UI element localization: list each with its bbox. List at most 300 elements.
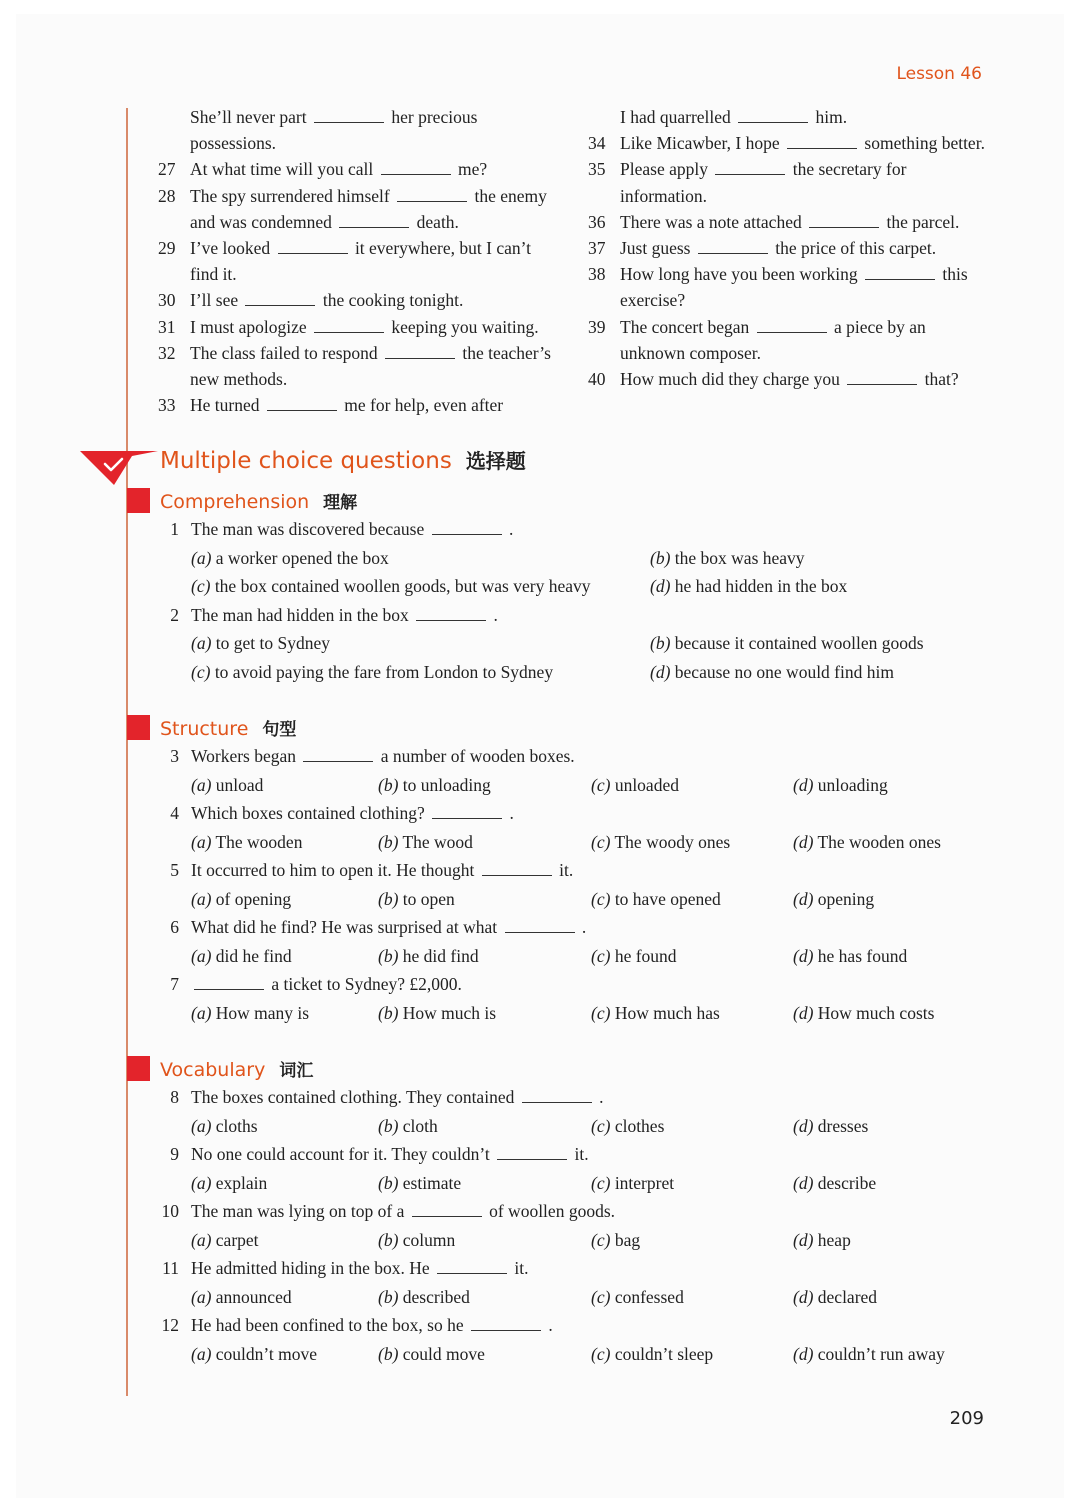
option-b: [378, 942, 479, 971]
option-letter: (c): [191, 661, 211, 682]
option-d: [793, 1340, 945, 1369]
answer-blank: [303, 747, 373, 762]
option-c: [591, 1226, 640, 1255]
question: [160, 1140, 1020, 1169]
option-text: to get to Sydney: [211, 633, 331, 654]
option-letter: (a): [191, 633, 212, 654]
exercise-item: [588, 104, 988, 130]
sentence-text: a number of wooden boxes.: [376, 746, 575, 766]
answer-blank: [497, 1145, 567, 1160]
answer-blank: [432, 520, 502, 535]
option-text: bag: [610, 1229, 641, 1250]
sentence-text: No one could account for it. They couldn’t: [191, 1144, 495, 1164]
option-text: unloading: [813, 774, 888, 795]
exercise-item: [158, 392, 558, 418]
item-number: 36: [588, 211, 606, 232]
answer-blank: [194, 975, 264, 990]
option-a: [191, 1340, 317, 1369]
item-number: 29: [158, 238, 176, 259]
answer-blank: [715, 160, 785, 175]
mcq-title: [160, 445, 526, 474]
option-letter: (d): [793, 774, 814, 795]
question-number: 5: [170, 860, 179, 880]
question-number: 1: [170, 519, 179, 539]
exercise-item: [158, 287, 558, 313]
item-number: 38: [588, 264, 606, 285]
option-text: of opening: [211, 888, 292, 909]
option-b: [378, 771, 491, 800]
sentence-text: him.: [811, 107, 848, 127]
question-number: 11: [162, 1258, 179, 1278]
option-letter: (d): [793, 831, 814, 852]
sentence-text: it.: [570, 1144, 589, 1164]
section-title-cn: 词汇: [279, 1061, 314, 1081]
section-marker: [127, 488, 150, 513]
option-d: [793, 771, 888, 800]
option-text: column: [398, 1229, 456, 1250]
option-c: [591, 828, 730, 857]
sentence-text: keeping you waiting.: [387, 316, 539, 337]
checkmark-banner-icon: [80, 448, 160, 488]
option-letter: (a): [191, 547, 212, 568]
option-b: [650, 544, 805, 573]
option-letter: (b): [378, 1343, 399, 1364]
option-d: [650, 572, 847, 601]
section-marker: [127, 715, 150, 740]
question: [160, 601, 1020, 630]
question: [160, 742, 1020, 771]
option-text: cloths: [211, 1115, 258, 1136]
item-number: 33: [158, 395, 176, 416]
option-text: How many is: [211, 1002, 310, 1023]
option-c: [591, 1340, 713, 1369]
option-b: [378, 1340, 485, 1369]
mcq-title-cn: 选择题: [465, 449, 526, 473]
option-b: [378, 1169, 461, 1198]
sentence-text: The class failed to respond: [190, 342, 382, 363]
sentence-text: It occurred to him to open it. He thought: [191, 860, 479, 880]
section-title-text: Comprehension: [160, 491, 310, 513]
option-d: [793, 828, 941, 857]
exercise-item: [158, 235, 558, 287]
sentence-text: her precious possessions.: [190, 107, 478, 154]
option-b: [378, 999, 496, 1028]
sentence-text: that?: [920, 369, 959, 390]
option-letter: (d): [793, 1286, 814, 1307]
sentence-text: Please apply: [620, 159, 713, 180]
sentence-text: Just guess: [620, 238, 695, 259]
option-letter: (c): [591, 1172, 611, 1193]
option-a: [191, 828, 302, 857]
option-text: a worker opened the box: [211, 547, 389, 568]
options-row: [160, 942, 1020, 971]
options-row: [160, 1283, 1020, 1312]
option-b: [378, 828, 473, 857]
option-letter: (d): [793, 1229, 814, 1250]
answer-blank: [809, 213, 879, 228]
option-c: [191, 658, 553, 687]
sentence-text: Which boxes contained clothing?: [191, 803, 430, 823]
question-number: 3: [170, 746, 179, 766]
option-d: [793, 999, 934, 1028]
sentence-text: The concert began: [620, 316, 754, 337]
item-number: 27: [158, 159, 176, 180]
option-letter: (c): [591, 1229, 611, 1250]
sentence-text: .: [594, 1087, 604, 1107]
sentence-text: I’ve looked: [190, 238, 275, 259]
sentence-text: What did he find? He was surprised at what: [191, 917, 502, 937]
exercise-item: [588, 156, 988, 208]
answer-blank: [437, 1259, 507, 1274]
answer-blank: [278, 239, 348, 254]
section-title: [160, 1056, 313, 1081]
sentence-text: .: [544, 1315, 553, 1335]
lesson-label: Lesson 46: [896, 64, 982, 84]
section-title-cn: 理解: [323, 493, 358, 513]
answer-blank: [865, 265, 935, 280]
item-number: 39: [588, 316, 606, 337]
sentence-text: .: [489, 604, 498, 625]
options-row: [160, 572, 1020, 601]
fill-in-left-column: [158, 104, 558, 418]
answer-blank: [339, 213, 409, 228]
option-letter: (b): [378, 774, 399, 795]
sentence-text: The spy surrendered himself: [190, 185, 395, 206]
exercise-item: [588, 314, 988, 366]
sentence-text: it.: [510, 1258, 529, 1278]
option-letter: (a): [191, 1343, 212, 1364]
exercise-item: [158, 156, 558, 182]
option-text: How much costs: [813, 1002, 935, 1023]
option-text: describe: [813, 1172, 877, 1193]
option-b: [378, 1112, 438, 1141]
option-text: the box contained woollen goods, but was very heavy: [210, 576, 591, 597]
option-d: [793, 1112, 868, 1141]
sentence-text: The boxes contained clothing. They contained: [191, 1087, 519, 1107]
question: [160, 970, 1020, 999]
sentence-text: He had been confined to the box, so he: [191, 1315, 469, 1335]
sentence-text: the price of this carpet.: [770, 238, 937, 259]
option-text: explain: [211, 1172, 268, 1193]
option-letter: (b): [378, 831, 399, 852]
options-row: [160, 658, 1020, 687]
option-text: to unloading: [398, 774, 491, 795]
margin-rule: [126, 108, 128, 1396]
sentence-text: the parcel.: [882, 211, 960, 232]
question: [160, 913, 1020, 942]
option-letter: (d): [793, 945, 814, 966]
item-number: 28: [158, 185, 176, 206]
option-c: [591, 1169, 674, 1198]
option-d: [793, 1226, 851, 1255]
option-letter: (c): [591, 888, 611, 909]
options-row: [160, 771, 1020, 800]
sentence-text: it.: [554, 860, 574, 880]
fill-in-right-column: [588, 104, 988, 392]
option-letter: (c): [591, 1343, 611, 1364]
answer-blank: [416, 606, 486, 621]
options-row: [160, 1112, 1020, 1141]
option-letter: (a): [191, 1002, 212, 1023]
question-number: 8: [170, 1087, 179, 1107]
option-text: described: [398, 1286, 470, 1307]
option-b: [378, 1283, 470, 1312]
option-letter: (c): [191, 576, 211, 597]
option-c: [591, 771, 679, 800]
question-number: 9: [170, 1144, 179, 1164]
answer-blank: [385, 344, 455, 359]
answer-blank: [505, 918, 575, 933]
exercise-item: [588, 261, 988, 313]
option-a: [191, 999, 309, 1028]
answer-blank: [482, 861, 552, 876]
exercise-item: [158, 314, 558, 340]
option-text: opening: [813, 888, 875, 909]
sentence-text: Like Micawber, I hope: [620, 133, 785, 154]
option-a: [191, 629, 330, 658]
option-letter: (d): [793, 1343, 814, 1364]
option-text: heap: [813, 1229, 851, 1250]
sentence-text: How long have you been working: [620, 264, 863, 285]
sentence-text: me?: [453, 159, 488, 180]
sentence-text: it everywhere, but I can’t find it.: [190, 238, 531, 285]
sentence-text: the teacher’s new methods.: [190, 342, 551, 390]
option-text: could move: [398, 1343, 485, 1364]
question-number: 2: [170, 604, 179, 625]
exercise-item: [588, 366, 988, 392]
sentence-text: .: [577, 917, 587, 937]
option-text: he had hidden in the box: [670, 576, 848, 597]
option-text: The wood: [398, 831, 473, 852]
answer-blank: [757, 318, 827, 333]
option-letter: (a): [191, 888, 212, 909]
option-a: [191, 942, 292, 971]
options-row: [160, 544, 1020, 573]
sentence-text: The man had hidden in the box: [191, 604, 414, 625]
option-letter: (d): [793, 1002, 814, 1023]
option-letter: (d): [793, 888, 814, 909]
answer-blank: [314, 318, 384, 333]
question-number: 12: [161, 1315, 179, 1335]
section-title: [160, 488, 357, 513]
sentence-text: She’ll never part: [190, 107, 311, 127]
sentence-text: a ticket to Sydney? £2,000.: [267, 974, 462, 994]
item-number: 40: [588, 369, 606, 390]
option-text: unload: [211, 774, 264, 795]
option-letter: (c): [591, 1115, 611, 1136]
option-b: [650, 629, 924, 658]
question-number: 6: [170, 917, 179, 937]
section-title: [160, 715, 296, 740]
option-text: because no one would find him: [670, 661, 894, 682]
sentence-text: There was a note attached: [620, 211, 807, 232]
option-text: to open: [398, 888, 455, 909]
sentence-text: At what time will you call: [190, 159, 378, 180]
question-number: 7: [170, 974, 179, 994]
option-d: [650, 658, 894, 687]
option-text: did he find: [211, 945, 292, 966]
option-d: [793, 1169, 876, 1198]
item-number: 32: [158, 342, 176, 363]
sentence-text: this exercise?: [620, 264, 968, 311]
comprehension-questions: [160, 515, 1020, 687]
option-letter: (a): [191, 831, 212, 852]
option-c: [591, 1283, 684, 1312]
sentence-text: Workers began: [191, 746, 301, 766]
option-text: to avoid paying the fare from London to Sydney: [210, 661, 554, 682]
item-number: 35: [588, 159, 606, 180]
answer-blank: [397, 187, 467, 202]
question-number: 4: [170, 803, 179, 823]
answer-blank: [471, 1316, 541, 1331]
sentence-text: a piece by an unknown composer.: [620, 316, 926, 363]
question: [160, 1197, 1020, 1226]
answer-blank: [787, 134, 857, 149]
option-d: [793, 1283, 877, 1312]
option-text: carpet: [211, 1229, 259, 1250]
options-row: [160, 828, 1020, 857]
option-text: The wooden: [211, 831, 303, 852]
option-letter: (b): [650, 633, 671, 654]
option-letter: (b): [378, 888, 399, 909]
option-text: The wooden ones: [813, 831, 941, 852]
sentence-text: I must apologize: [190, 316, 312, 337]
sentence-text: something better.: [860, 133, 985, 154]
option-letter: (c): [591, 774, 611, 795]
answer-blank: [432, 804, 502, 819]
option-text: the box was heavy: [670, 547, 805, 568]
exercise-item: [588, 209, 988, 235]
exercise-item: [158, 340, 558, 392]
answer-blank: [738, 108, 808, 123]
answer-blank: [522, 1088, 592, 1103]
option-c: [591, 942, 677, 971]
options-row: [160, 629, 1020, 658]
option-letter: (b): [378, 1172, 399, 1193]
option-d: [793, 885, 874, 914]
item-number: 34: [588, 133, 606, 154]
question: [160, 799, 1020, 828]
sentence-text: I’ll see: [190, 290, 243, 311]
sentence-text: How much did they charge you: [620, 369, 845, 390]
option-a: [191, 1112, 258, 1141]
option-letter: (a): [191, 1172, 212, 1193]
answer-blank: [412, 1202, 482, 1217]
vocabulary-questions: [160, 1083, 1020, 1368]
item-number: 31: [158, 316, 176, 337]
option-text: he did find: [398, 945, 479, 966]
question: [160, 1254, 1020, 1283]
option-b: [378, 885, 455, 914]
option-text: because it contained woollen goods: [670, 633, 924, 654]
question-number: 10: [161, 1201, 179, 1221]
options-row: [160, 885, 1020, 914]
option-letter: (b): [650, 547, 671, 568]
answer-blank: [267, 396, 337, 411]
sentence-text: the secretary for information.: [620, 159, 907, 206]
sentence-text: the cooking tonight.: [318, 290, 464, 311]
option-letter: (b): [378, 1002, 399, 1023]
option-text: to have opened: [610, 888, 721, 909]
question: [160, 1083, 1020, 1112]
option-letter: (d): [650, 661, 671, 682]
sentence-text: the enemy and was condemned: [190, 185, 547, 232]
options-row: [160, 1226, 1020, 1255]
sentence-text: death.: [412, 211, 459, 232]
answer-blank: [245, 291, 315, 306]
option-text: How much has: [610, 1002, 720, 1023]
option-letter: (d): [793, 1115, 814, 1136]
item-number: 37: [588, 238, 606, 259]
exercise-item: [158, 104, 558, 156]
option-text: he has found: [813, 945, 908, 966]
option-text: estimate: [398, 1172, 462, 1193]
exercise-item: [588, 235, 988, 261]
option-letter: (a): [191, 1286, 212, 1307]
option-letter: (c): [591, 1286, 611, 1307]
page-number: 209: [949, 1408, 984, 1429]
answer-blank: [381, 160, 451, 175]
option-text: couldn’t sleep: [610, 1343, 714, 1364]
option-text: declared: [813, 1286, 878, 1307]
options-row: [160, 1340, 1020, 1369]
section-title-cn: 句型: [262, 720, 297, 740]
option-c: [591, 1112, 664, 1141]
sentence-text: He admitted hiding in the box. He: [191, 1258, 435, 1278]
option-letter: (a): [191, 1115, 212, 1136]
option-c: [591, 999, 720, 1028]
option-letter: (c): [591, 1002, 611, 1023]
option-letter: (a): [191, 1229, 212, 1250]
option-letter: (b): [378, 1229, 399, 1250]
option-a: [191, 1283, 292, 1312]
exercise-item: [158, 183, 558, 235]
answer-blank: [698, 239, 768, 254]
option-a: [191, 1169, 267, 1198]
option-text: couldn’t run away: [813, 1343, 945, 1364]
question: [160, 1311, 1020, 1340]
option-text: cloth: [398, 1115, 438, 1136]
sentence-text: me for help, even after: [339, 395, 504, 416]
option-text: couldn’t move: [211, 1343, 318, 1364]
option-text: announced: [211, 1286, 292, 1307]
sentence-text: He turned: [190, 395, 264, 416]
answer-blank: [847, 370, 917, 385]
option-letter: (b): [378, 945, 399, 966]
option-letter: (b): [378, 1115, 399, 1136]
option-text: dresses: [813, 1115, 869, 1136]
item-number: 30: [158, 290, 176, 311]
options-row: [160, 999, 1020, 1028]
option-d: [793, 942, 907, 971]
option-c: [591, 885, 721, 914]
option-c: [191, 572, 591, 601]
option-letter: (d): [793, 1172, 814, 1193]
section-marker: [127, 1056, 150, 1081]
option-text: he found: [610, 945, 677, 966]
question: [160, 856, 1020, 885]
option-text: How much is: [398, 1002, 497, 1023]
answer-blank: [314, 108, 384, 123]
sentence-text: .: [505, 803, 514, 823]
option-text: The woody ones: [610, 831, 731, 852]
option-a: [191, 771, 263, 800]
option-letter: (b): [378, 1286, 399, 1307]
option-text: clothes: [610, 1115, 665, 1136]
options-row: [160, 1169, 1020, 1198]
option-letter: (d): [650, 576, 671, 597]
option-letter: (a): [191, 945, 212, 966]
